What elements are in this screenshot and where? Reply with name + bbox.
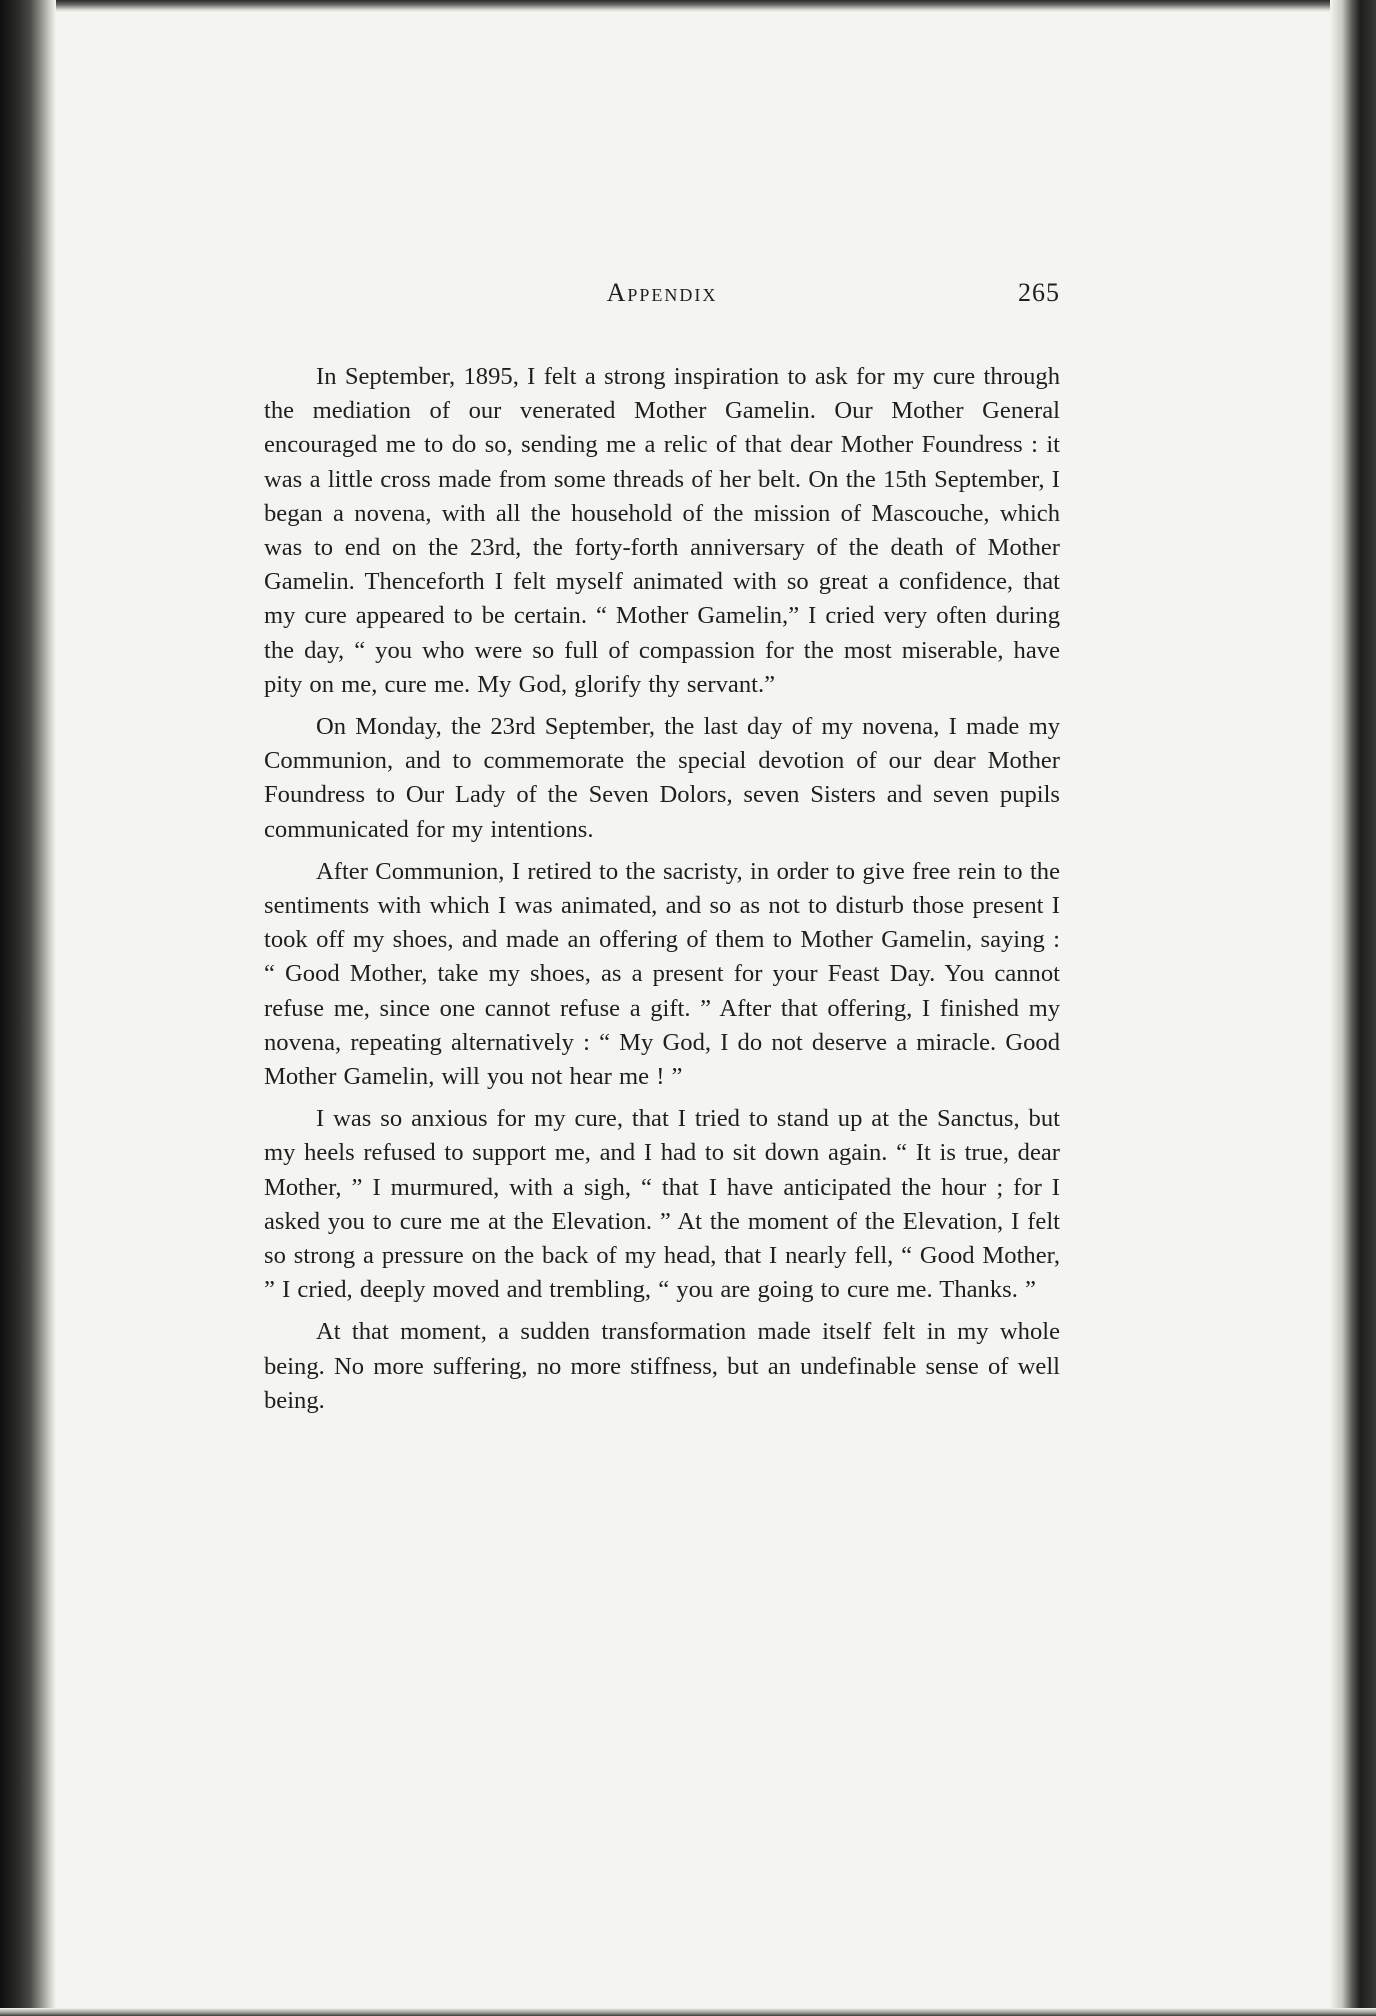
scan-top-edge xyxy=(0,0,1376,12)
page-header xyxy=(264,270,1060,330)
paragraph: I was so anxious for my cure, that I tried to stand up at the Sanctus, but my heels refused to support me, and I had to sit down again. “ It is true, dear Mother, ” I murmured, with a sigh, “ that I have anticipated the hour ; for I asked you to cure me at the Elevation. ” At the moment of the Elevation, I felt so strong a pressure on the back of my head, that I nearly fell, “ Good Mother, ” I cried, deeply moved and trembling, “ you are going to cure me. Thanks. ” xyxy=(264,1105,1060,1304)
running-head: Appendix xyxy=(606,278,718,307)
body-text xyxy=(264,360,1060,1418)
page-number: 265 xyxy=(1018,278,1060,307)
paragraph: On Monday, the 23rd September, the last day of my novena, I made my Communion, and to commemorate the special devotion of our dear Mother Foundress to Our Lady of the Seven Dolors, seven Sisters and seven pupils communicated for my intentions. xyxy=(264,713,1060,843)
paragraph: In September, 1895, I felt a strong inspiration to ask for my cure through the mediation of our venerated Mother Gamelin. Our Mother General encouraged me to do so, sending me a relic of that dear Mother Foundress : it was a little cross made from some threads of her belt. On the 15th September, I began a novena, with all the household of the mission of Mascouche, which was to end on the 23rd, the forty-forth anniversary of the death of Mother Gamelin. Thenceforth I felt myself animated with so great a confidence, that my cure appeared to be certain. “ Mother Gamelin,” I cried very often during the day, “ you who were so full of compassion for the most miserable, have pity on me, cure me. My God, glorify thy servant.” xyxy=(264,363,1060,698)
book-spine-edge xyxy=(0,0,56,2016)
page-content xyxy=(264,270,1060,1426)
paragraph: At that moment, a sudden transformation made itself felt in my whole being. No more suffering, no more stiffness, but an undefinable sense of well being. xyxy=(264,1318,1060,1414)
scan-bottom-edge xyxy=(0,2008,1376,2016)
paragraph: After Communion, I retired to the sacristy, in order to give free rein to the sentiments with which I was animated, and so as not to disturb those present I took off my shoes, and made an offering of them to Mother Gamelin, saying : “ Good Mother, take my shoes, as a present for your Feast Day. You cannot refuse me, since one cannot refuse a gift. ” After that offering, I finished my novena, repeating alternatively : “ My God, I do not deserve a miracle. Good Mother Gamelin, will you not hear me ! ” xyxy=(264,857,1060,1091)
scan-right-edge xyxy=(1330,0,1376,2016)
